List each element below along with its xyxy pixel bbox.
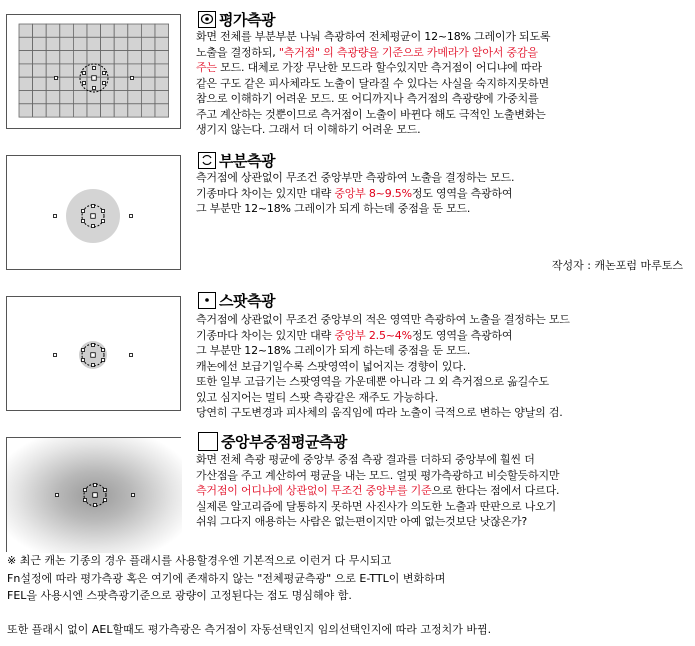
author-credit: 작성자 : 캐논포럼 마루토스 [551, 259, 683, 272]
evaluative-text-line [196, 29, 550, 44]
text-segment: 그 부분만 12~18% 그레이가 되게 하는데 중점을 둔 모드. [196, 202, 471, 215]
partial-text-line [196, 186, 512, 201]
evaluative-metering-diagram [6, 14, 181, 129]
center-weighted-metering-icon [198, 432, 218, 451]
highlight-text: 측거점이 어디냐에 상관없이 무조건 중앙부를 기준 [196, 484, 432, 497]
center-text-line [196, 468, 559, 483]
text-segment: 노출을 결정하되, [196, 45, 279, 59]
evaluative-text-line [196, 107, 546, 122]
spot-text-line [196, 374, 549, 389]
evaluative-text-line [196, 91, 538, 106]
evaluative-text-line [196, 45, 538, 60]
footnote-line-2: Fn설정에 따라 평가측광 혹은 여기에 존재하지 않는 "전체평균측광" 으로 E-TTL이 변화하며 [7, 572, 446, 585]
text-segment: 정도 영역을 측광하여 [411, 186, 513, 200]
footnote-last: 또한 플래시 없이 AEL할때도 평가측광은 측거점이 자동선택인지 임의선택인지에 따라 고정치가 바뀜. [7, 623, 492, 636]
evaluative-header [198, 9, 275, 29]
evaluative-metering-icon [198, 11, 216, 28]
text-segment: 기종마다 차이는 있지만 대략 [196, 328, 335, 342]
partial-metering-icon [198, 152, 216, 169]
spot-metering-icon [198, 292, 216, 309]
partial-text-line [196, 170, 514, 185]
spot-text-line [196, 405, 563, 420]
text-segment: 기종마다 차이는 있지만 대략 [196, 186, 335, 200]
text-segment: 있고 심지어는 멀티 스팟 측광같은 재주도 가능하다. [196, 390, 439, 404]
text-segment: 으로 한다는 점에서 다르다. [431, 484, 560, 497]
center-text-line [196, 499, 556, 514]
partial-header [198, 150, 275, 170]
spot-title: 스팟측광 [219, 291, 275, 310]
highlight-text: "측거점" 의 측광량을 기준으로 카메라가 알아서 중감을 [278, 45, 538, 59]
text-segment: 측거점에 상관없이 무조건 중앙부만 측광하여 노출을 결정하는 모드. [196, 171, 515, 184]
text-segment: 쉬워 그다지 애용하는 사람은 없는편이지만 아예 없는것보단 낫잖은가? [196, 515, 528, 528]
text-segment: 가산점을 주고 계산하여 평균을 내는 모드. 얼핏 평가측광하고 비슷할듯하지만 [196, 468, 560, 482]
text-segment: 화면 전체 측광 평균에 중앙부 중점 측광 결과를 더하되 중앙부에 훨씬 더 [196, 453, 535, 466]
text-segment: 주고 계산하는 것뿐이므로 측거점이 노출이 바뀐다 해도 극적인 노출변화는 [196, 107, 546, 121]
spot-header [198, 290, 275, 310]
spot-text-line [196, 312, 570, 327]
highlight-text: 중앙부 2.5~4% [334, 328, 412, 342]
spot-text-line [196, 343, 470, 358]
evaluative-text-line [196, 60, 542, 75]
evaluative-text-line [196, 122, 420, 137]
text-segment: 캐논에선 보급기일수록 스팟영역이 넓어지는 경향이 있다. [196, 359, 467, 373]
text-segment: 측거점에 상관없이 무조건 중앙부의 적은 영역만 측광하여 노출을 결정하는 모드 [196, 313, 570, 326]
spot-text-line [196, 359, 466, 374]
text-segment: 화면 전체를 부분부분 나눠 측광하여 전체평균이 12~18% 그레이가 되도록 [196, 30, 551, 43]
evaluative-title: 평가측광 [219, 10, 275, 29]
text-segment: 참으로 이해하기 어려운 모드. 또 어디까지나 측거점의 측광량에 가중치를 [196, 92, 539, 105]
text-segment: 생기지 않는다. 그래서 더 이해하기 어려운 모드. [196, 123, 421, 136]
spot-metering-diagram [6, 296, 181, 411]
center-text-line [196, 483, 559, 498]
text-segment: 그 부분만 12~18% 그레이가 되게 하는데 중점을 둔 모드. [196, 344, 471, 357]
text-segment: 정도 영역을 측광하여 [411, 328, 513, 342]
center-header [198, 431, 347, 451]
spot-text-line [196, 390, 438, 405]
text-segment: 같은 구도 같은 피사체라도 노출이 달라질 수 있다는 사실을 숙지하지못하면 [196, 76, 549, 90]
spot-text-line [196, 328, 512, 343]
center-text-line [196, 452, 535, 467]
highlight-text: 주는 [196, 61, 217, 74]
text-segment: 실제론 알고리즘에 달통하지 못하면 사진사가 의도한 노출과 딴판으로 나오기 [196, 499, 557, 513]
partial-metering-diagram [6, 155, 181, 270]
partial-title: 부분측광 [219, 151, 275, 170]
text-segment: 또한 일부 고급기는 스팟영역을 가운데뿐 아니라 그 외 측거점으로 옮길수도 [196, 375, 549, 388]
footnote-line-1: ※ 최근 캐논 기종의 경우 플래시를 사용할경우엔 기본적으로 이런거 다 무시되고 [7, 554, 392, 567]
partial-text-line [196, 201, 470, 216]
highlight-text: 중앙부 8~9.5% [334, 186, 412, 200]
center-title: 중앙부중점평균측광 [221, 432, 347, 451]
text-segment: 모드. 대체로 가장 무난한 모드라 할수있지만 측거점이 어디냐에 따라 [216, 61, 542, 74]
text-segment: 당연히 구도변경과 피사체의 움직임에 따라 노출이 극적으로 변하는 양날의 검. [196, 406, 563, 419]
evaluative-text-line [196, 76, 549, 91]
center-text-line [196, 514, 527, 529]
center-weighted-metering-diagram [6, 437, 181, 552]
footnote-line-3: FEL을 사용시엔 스팟측광기준으로 광량이 고정된다는 점도 명심해야 함. [7, 589, 352, 602]
